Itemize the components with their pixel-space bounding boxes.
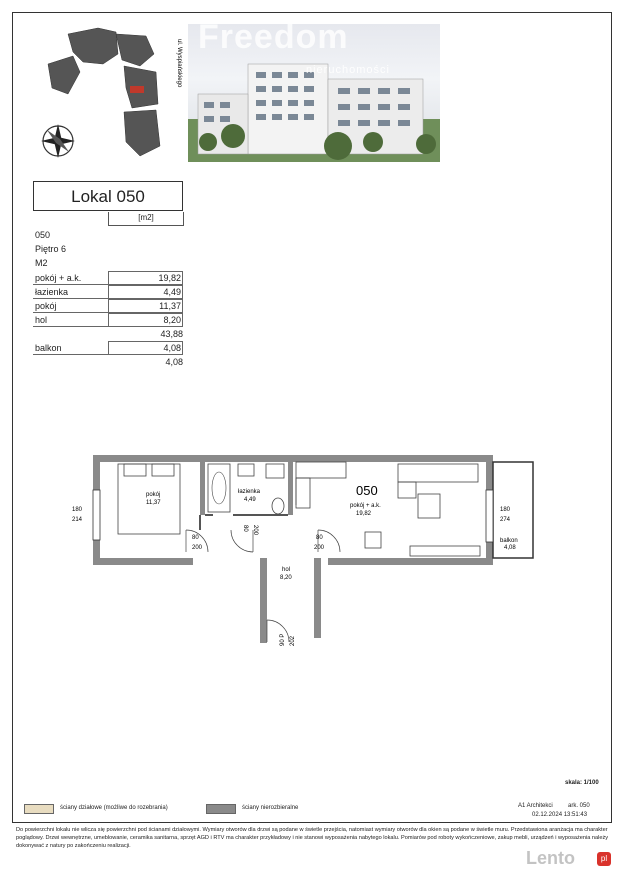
unit-floor: Piętro 6 xyxy=(35,244,67,254)
window-right-width: 180 xyxy=(500,507,511,513)
hall-area: 8,20 xyxy=(280,575,292,581)
sink-icon xyxy=(238,464,254,476)
door-bath-width: 80 xyxy=(242,525,248,532)
balcony-row xyxy=(33,341,183,355)
partition-swatch xyxy=(24,804,54,814)
room-row xyxy=(33,271,183,285)
building-render-image xyxy=(188,18,440,162)
room-area: 4,49 xyxy=(163,287,181,297)
balcony-name: balkon xyxy=(35,343,62,353)
window-left-width: 180 xyxy=(72,507,83,513)
print-datetime: 02.12.2024 13:51:43 xyxy=(532,812,588,818)
unit-number-plan: 050 xyxy=(356,483,378,498)
hall-name: hol xyxy=(282,567,291,573)
balcony-area-plan: 4,08 xyxy=(504,545,516,551)
room-area: 19,82 xyxy=(158,273,181,283)
room-row xyxy=(33,299,183,313)
toilet-icon xyxy=(272,498,284,514)
window-left xyxy=(93,490,100,540)
washer-icon xyxy=(266,464,284,478)
sofa xyxy=(398,464,478,498)
kitchen-counter xyxy=(296,462,346,508)
entry-door-label: 90 P xyxy=(280,633,286,646)
area-unit-header: [m2] xyxy=(108,212,184,226)
door-bath-height: 200 xyxy=(252,525,258,536)
room1-name: pokój xyxy=(146,492,161,498)
bathtub-basin-icon xyxy=(212,472,226,504)
room3-name: pokój + a.k. xyxy=(350,503,381,509)
sheet-number: ark. 050 xyxy=(568,803,590,809)
architect: A1 Architekci xyxy=(518,803,553,809)
unit-title: Lokal 050 xyxy=(33,181,183,211)
window-right-height: 274 xyxy=(500,517,511,523)
room-row xyxy=(33,285,183,299)
entry-door-height: 202 xyxy=(290,635,296,646)
room-name: łazienka xyxy=(35,287,69,297)
street-label: ul. Wyspiańskiego xyxy=(176,39,182,88)
room-name: pokój + a.k. xyxy=(35,273,82,283)
brand-subtitle: nieruchomości xyxy=(306,64,390,76)
disclaimer-note: Do powierzchni lokalu nie wlicza się powierzchni pod ścianami działowymi. Wymiary otworów dla drzwi są podane w świetle przejścia, natomiast wymiary otworów dla okien są podane w świetle muru. Przedstawiona aranżacja ma charakter poglądowy. Drzwi wewnętrzne, umeblowanie, ceramika sanitarna, sprzęt AGD i RTV ma charakter przykładowy i nie stanowi wyposażenia nabytego lokalu. Pomiarów pod roboty wykończeniowe, zakup mebli, urządzeń i wyposażenia należy dokonywać z natury po zakończeniu realizacji. xyxy=(16,827,609,849)
rooms-total: 43,88 xyxy=(160,329,183,339)
window-left-height: 214 xyxy=(72,517,83,523)
unit-number: 050 xyxy=(35,230,51,240)
coffee-table xyxy=(418,494,440,518)
room-name: pokój xyxy=(35,301,57,311)
structural-walls xyxy=(93,455,493,643)
room3-area: 19,82 xyxy=(356,511,372,517)
brand-watermark: Freedom xyxy=(198,18,349,56)
balcony-area: 4,08 xyxy=(163,343,181,353)
unit-type: M2 xyxy=(35,258,48,268)
room-area: 11,37 xyxy=(159,301,181,311)
dining-table xyxy=(365,532,381,548)
balcony-total: 4,08 xyxy=(165,357,183,367)
structural-swatch xyxy=(206,804,236,814)
room2-area: 4,49 xyxy=(244,497,256,503)
room-area: 8,20 xyxy=(163,315,181,325)
watermark-tld: pl xyxy=(597,852,611,866)
door-room3-width: 80 xyxy=(316,535,323,541)
door-room3-height: 200 xyxy=(314,545,325,551)
legend-structural-label: ściany nierozbieralne xyxy=(242,805,299,811)
tv-cabinet xyxy=(410,546,480,556)
bathtub-icon xyxy=(208,464,230,512)
door-room1-width: 80 xyxy=(192,535,199,541)
window-right xyxy=(486,490,493,542)
room2-name: łazienka xyxy=(238,489,261,495)
room-row xyxy=(33,313,183,327)
floor-plan xyxy=(72,450,548,665)
door-room1-height: 200 xyxy=(192,545,203,551)
compass-icon xyxy=(41,124,75,158)
room1-area: 11,37 xyxy=(146,500,161,506)
watermark: Lento xyxy=(526,848,575,868)
key-plan xyxy=(28,24,188,164)
unit-location-marker xyxy=(130,86,144,93)
room-name: hol xyxy=(35,315,48,325)
scale-label: skala: 1/100 xyxy=(565,780,599,786)
balcony-name-plan: balkon xyxy=(500,538,518,544)
legend-partition-label: ściany działowe (możliwe do rozebrania) xyxy=(60,805,168,811)
bed xyxy=(118,464,180,534)
